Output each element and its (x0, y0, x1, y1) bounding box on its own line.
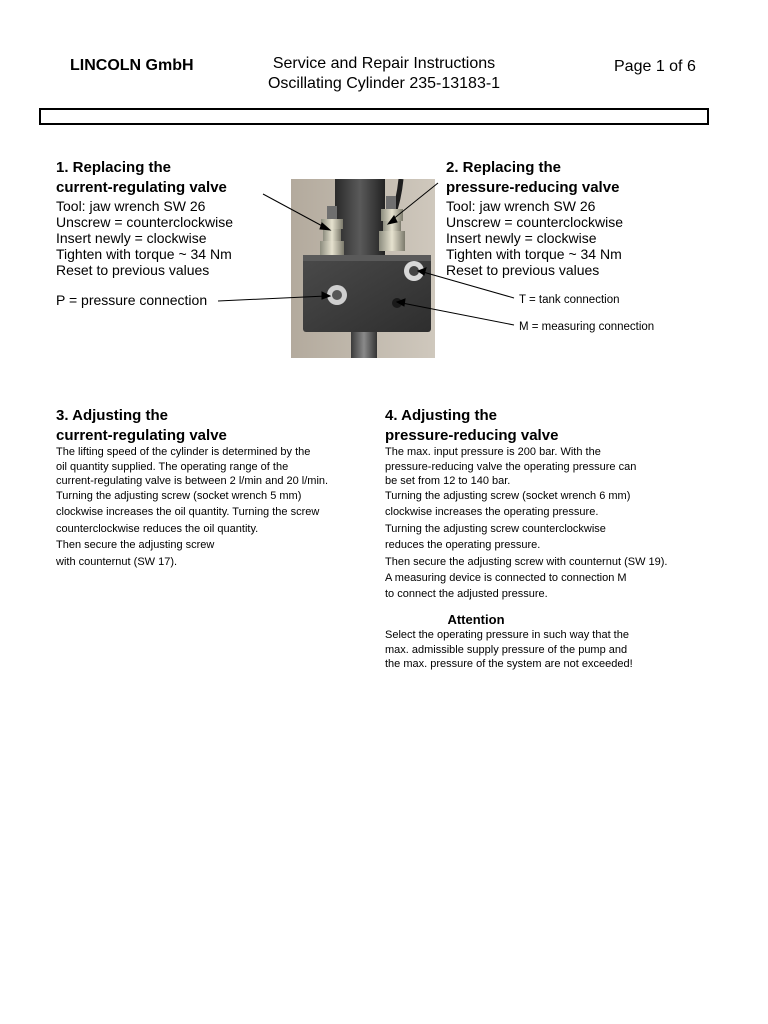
section-4-line: to connect the adjusted pressure. (385, 587, 548, 600)
section-1-line: Insert newly = clockwise (56, 230, 207, 246)
section-4-line: be set from 12 to 140 bar. (385, 475, 511, 487)
section-3-line: current-regulating valve is between 2 l/min and 20 l/min. (56, 475, 329, 487)
section-2-line: Unscrew = counterclockwise (446, 214, 624, 230)
section-3-title-line1: 3. Adjusting the (56, 407, 168, 424)
document-subtitle: Oscillating Cylinder 235-13183-1 (267, 75, 501, 92)
section-3-line: clockwise increases the oil quantity. Turning the screw (56, 506, 320, 518)
section-2-line: Insert newly = clockwise (446, 230, 597, 246)
section-4 (385, 406, 558, 446)
section-2-title-line1: 2. Replacing the (446, 159, 562, 176)
company-name: LINCOLN GmbH (70, 57, 194, 74)
section-1-title-line2: current-regulating valve (56, 179, 227, 196)
attention-line: max. admissible supply pressure of the pump and (385, 643, 628, 656)
page-number: Page 1 of 6 (614, 58, 696, 75)
section-3-title-line2: current-regulating valve (56, 427, 227, 444)
section-4-line: The max. input pressure is 200 bar. With the (385, 446, 601, 458)
section-2-title-line2: pressure-reducing valve (446, 179, 620, 196)
m-connection-label: M = measuring connection (519, 321, 655, 333)
section-4-line: A measuring device is connected to connection M (385, 572, 627, 584)
attention-line: Select the operating pressure in such way that the (385, 629, 629, 641)
section-3-line: with counternut (SW 17). (56, 555, 178, 568)
section-2-line: Reset to previous values (446, 262, 600, 278)
section-1 (56, 158, 233, 278)
section-4-line: clockwise increases the operating pressure. (385, 506, 599, 518)
section-1-line: Tighten with torque ~ 34 Nm (56, 246, 232, 262)
attention-body (385, 628, 633, 672)
section-3-line: Turning the adjusting screw (socket wrench 5 mm) (56, 489, 302, 502)
section-4-line: reduces the operating pressure. (385, 539, 541, 551)
section-2 (446, 158, 623, 278)
section-4-title-line2: pressure-reducing valve (385, 427, 559, 444)
section-3 (56, 406, 227, 446)
section-3-body (56, 445, 328, 569)
section-1-title-line1: 1. Replacing the (56, 159, 172, 176)
section-3-line: oil quantity supplied. The operating range of the (56, 460, 289, 473)
section-4-title-line1: 4. Adjusting the (385, 407, 497, 424)
section-1-line: Tool: jaw wrench SW 26 (56, 198, 206, 214)
section-3-line: counterclockwise reduces the oil quantity. (56, 522, 259, 535)
section-1-line: Reset to previous values (56, 262, 210, 278)
section-1-line: Unscrew = counterclockwise (56, 214, 234, 230)
section-3-line: Then secure the adjusting screw (56, 539, 215, 551)
document-title: Service and Repair Instructions (272, 55, 496, 72)
p-connection-label: P = pressure connection (56, 292, 208, 308)
attention-heading: Attention (447, 612, 505, 627)
section-2-line: Tool: jaw wrench SW 26 (446, 198, 596, 214)
t-connection-label: T = tank connection (519, 294, 620, 306)
section-4-line: pressure-reducing valve the operating pressure can (385, 460, 637, 473)
attention-line: the max. pressure of the system are not exceeded! (385, 658, 633, 670)
section-2-line: Tighten with torque ~ 34 Nm (446, 246, 622, 262)
section-4-line: Turning the adjusting screw (socket wrench 6 mm) (385, 489, 631, 502)
section-4-body (385, 445, 667, 601)
section-3-line: The lifting speed of the cylinder is determined by the (56, 446, 311, 458)
section-4-line: Turning the adjusting screw counterclockwise (385, 522, 606, 535)
section-4-line: Then secure the adjusting screw with counternut (SW 19). (385, 555, 668, 568)
